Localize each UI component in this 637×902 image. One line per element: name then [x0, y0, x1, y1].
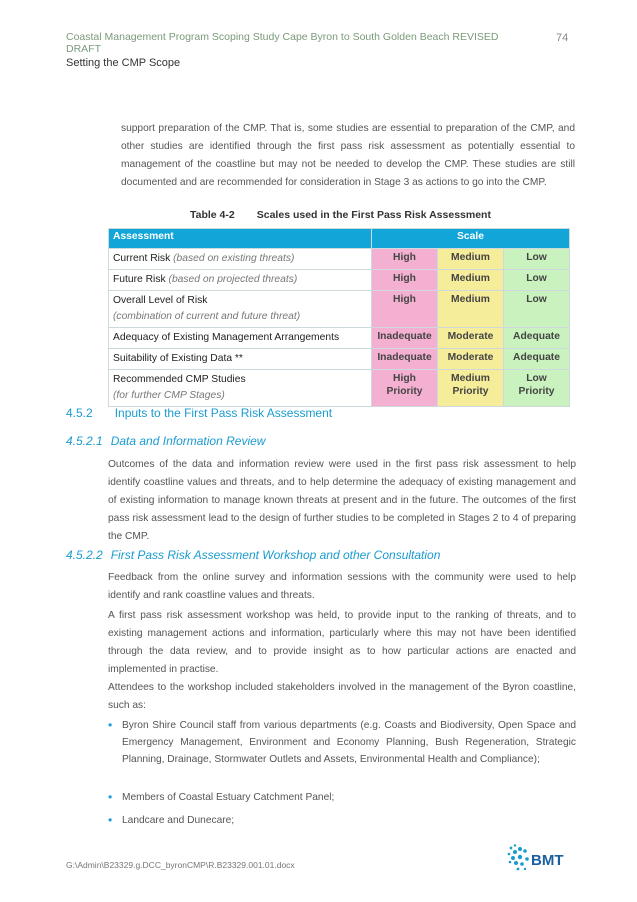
table-row: [109, 249, 570, 270]
row-label: Suitability of Existing Data **: [109, 349, 372, 370]
heading-4-5-2-1: 4.5.2.1 Data and Information Review: [66, 434, 266, 448]
scale-high: Inadequate: [372, 349, 438, 370]
scale-low: Low: [504, 249, 570, 270]
feedback-paragraph: Feedback from the online survey and information sessions with the community were used to help identify and rank coastline values and threats.: [108, 572, 576, 601]
scale-medium: Moderate: [438, 349, 504, 370]
scale-low: Low: [504, 291, 570, 328]
scale-medium: Medium: [438, 270, 504, 291]
scale-medium: Medium Priority: [438, 370, 504, 407]
section-header: Setting the CMP Scope: [66, 57, 181, 69]
file-path-footer: G:\Admin\B23329.g.DCC_byronCMP\R.B23329.001.01.docx: [66, 860, 295, 870]
table-row: [109, 370, 570, 407]
scale-low: Low: [504, 270, 570, 291]
bullet-icon: •: [108, 790, 113, 804]
table-row: [109, 270, 570, 291]
scale-high: High Priority: [372, 370, 438, 407]
scale-low: Adequate: [504, 349, 570, 370]
table-caption: Table 4-2 Scales used in the First Pass Risk Assessment: [190, 209, 491, 221]
table-row: [109, 349, 570, 370]
scale-high: High: [372, 249, 438, 270]
bmt-logo-icon: [506, 843, 576, 875]
scale-high: High: [372, 291, 438, 328]
bullet-icon: •: [108, 813, 113, 827]
workshop-paragraph: A first pass risk assessment workshop was held, to provide input to the ranking of threats, and to existing management actions and information, particularly where this may not have been identified through the data review, and to provide insight as to how particular actions are enacted and implemented in practise.: [108, 610, 576, 675]
svg-text:BMT: BMT: [531, 852, 564, 869]
header-assessment: Assessment: [109, 229, 372, 249]
attendees-paragraph: Attendees to the workshop included stakeholders involved in the management of the Byron coastline, such as:: [108, 682, 576, 711]
table-header-row: [109, 229, 570, 249]
intro-paragraph: support preparation of the CMP. That is, some studies are essential to preparation of the CMP, and other studies are identified through the first pass risk assessment as potentially essential to management of the coastline but may not be needed to develop the CMP. These studies are still documented and are recommended for consideration in Stage 3 as actions to go into the CMP.: [121, 123, 575, 188]
row-label: Adequacy of Existing Management Arrangements: [109, 328, 372, 349]
risk-scale-table: [108, 228, 570, 407]
scale-medium: Medium: [438, 249, 504, 270]
page-number: 74: [556, 32, 569, 44]
scale-low: Adequate: [504, 328, 570, 349]
scale-high: Inadequate: [372, 328, 438, 349]
bmt-logo: [506, 843, 576, 875]
scale-medium: Moderate: [438, 328, 504, 349]
scale-low: Low Priority: [504, 370, 570, 407]
data-review-paragraph: Outcomes of the data and information review were used in the first pass risk assessment to help identify coastline values and threats, and to help determine the adequacy of existing management and of existing information to manage known threats at present and in the future. The outcomes of the first pass risk assessment lead to the design of further studies to be completed in Stages 2 to 4 of preparing the CMP.: [108, 459, 576, 542]
scale-high: High: [372, 270, 438, 291]
scale-medium: Medium: [438, 291, 504, 328]
row-label: Recommended CMP Studies (for further CMP Stages): [109, 370, 372, 407]
bullet-icon: •: [108, 718, 113, 732]
row-label: Current Risk (based on existing threats): [109, 249, 372, 270]
row-label: Overall Level of Risk (combination of current and future threat): [109, 291, 372, 328]
header-scale: Scale: [372, 229, 570, 249]
table-row: [109, 291, 570, 328]
heading-4-5-2: 4.5.2 Inputs to the First Pass Risk Assessment: [66, 406, 333, 420]
document-title: Coastal Management Program Scoping Study Cape Byron to South Golden Beach REVISED DRAFT: [66, 31, 499, 55]
table-row: [109, 328, 570, 349]
row-label: Future Risk (based on projected threats): [109, 270, 372, 291]
heading-4-5-2-2: 4.5.2.2 First Pass Risk Assessment Workshop and other Consultation: [66, 548, 441, 562]
